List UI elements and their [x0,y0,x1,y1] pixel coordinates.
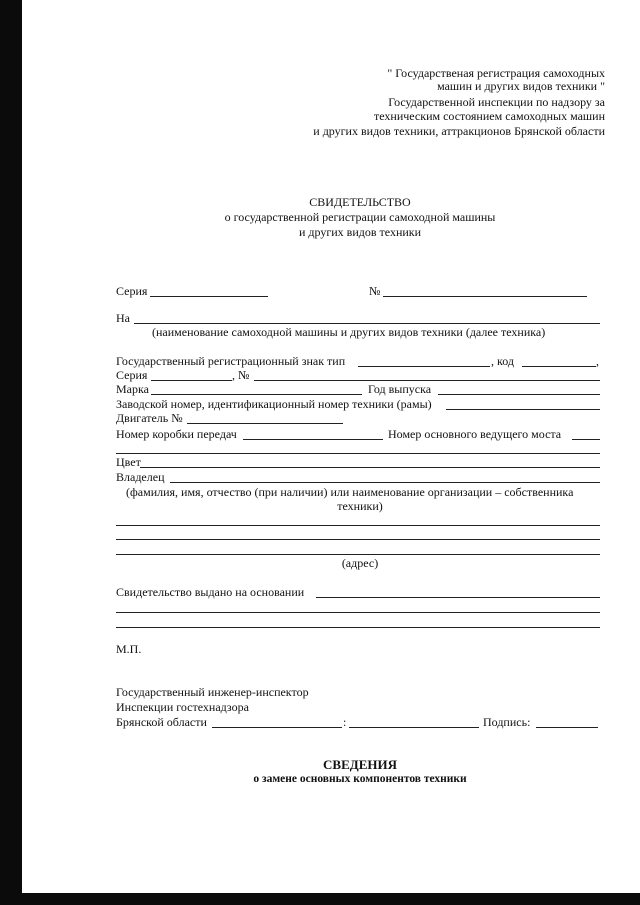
code-comma: , [596,354,599,368]
inspector-line-2: Инспекции гостехнадзора [116,700,249,714]
header-line-4: техническим состоянием самоходных машин [374,109,605,123]
basis-field[interactable] [316,597,600,598]
address-line-1[interactable] [116,525,600,526]
header-line-3: Государственной инспекции по надзору за [388,95,605,109]
number-label: № [369,284,381,298]
year-field[interactable] [438,394,600,395]
header-line-5: и других видов техники, аттракционов Брянской области [313,124,605,138]
brand-field[interactable] [151,394,362,395]
document-subtitle-1: о государственной регистрации самоходной машины [224,210,496,224]
basis-line-2[interactable] [116,612,600,613]
section-subtitle: о замене основных компонентов техники [253,773,467,785]
reg-sign-label: Государственный регистрационный знак тип [116,354,346,368]
owner-caption-2: техники) [337,499,383,513]
on-label: На [116,311,130,325]
factory-number-label: Заводской номер, идентификационный номер техники (рамы) [116,397,432,411]
address-line-3[interactable] [116,554,600,555]
inspector-line-3: Брянской области [116,715,207,729]
scan-edge-bottom [22,893,640,905]
document-page [22,0,640,893]
document-subtitle-2: и других видов техники [298,225,422,239]
engine-label: Двигатель № [116,411,183,425]
number2-field[interactable] [254,380,600,381]
owner-label: Владелец [116,470,165,484]
header-line-1: " Государственая регистрация самоходных [387,66,605,80]
factory-number-field[interactable] [446,409,600,410]
number-field[interactable] [383,296,587,297]
series-field[interactable] [150,296,268,297]
machine-name-caption: (наименование самоходной машины и других видов техники (далее техника) [152,325,546,339]
address-line-2[interactable] [116,539,600,540]
stamp-place: М.П. [116,642,142,656]
inspector-colon: : [343,715,347,729]
series2-label: Серия [116,368,148,382]
reg-sign-type-field[interactable] [358,366,490,367]
basis-line-3[interactable] [116,627,600,628]
section-title: СВЕДЕНИЯ [323,757,397,772]
engine-field[interactable] [187,423,343,424]
address-caption: (адрес) [341,556,379,570]
basis-label: Свидетельство выдано на основании [116,585,305,599]
inspector-line-1: Государственный инженер-инспектор [116,685,309,699]
scan-edge-left [0,0,22,905]
document-title: СВИДЕТЕЛЬСТВО [309,195,411,209]
gearbox-label: Номер коробки передач [116,427,237,441]
machine-name-field[interactable] [134,323,600,324]
gearbox-field[interactable] [243,439,383,440]
owner-caption-1: (фамилия, имя, отчество (при наличии) или наименование организации – собственника [126,485,574,499]
number2-label: , № [232,368,250,382]
axle-label: Номер основного ведущего моста [388,427,562,441]
axle-field[interactable] [572,439,600,440]
inspector-surname-field[interactable] [349,727,479,728]
inspector-name-field[interactable] [212,727,342,728]
axle-field-continuation[interactable] [116,453,600,454]
code-label: , код [491,354,514,368]
brand-label: Марка [116,382,149,396]
series-label: Серия [116,284,148,298]
color-label: Цвет [116,455,141,469]
header-line-2: машин и других видов техники " [437,79,605,93]
series2-field[interactable] [151,380,232,381]
signature-field[interactable] [536,727,598,728]
year-label: Год выпуска [368,382,432,396]
owner-field[interactable] [170,482,600,483]
color-field[interactable] [140,467,600,468]
code-field[interactable] [522,366,596,367]
signature-label: Подпись: [483,715,531,729]
